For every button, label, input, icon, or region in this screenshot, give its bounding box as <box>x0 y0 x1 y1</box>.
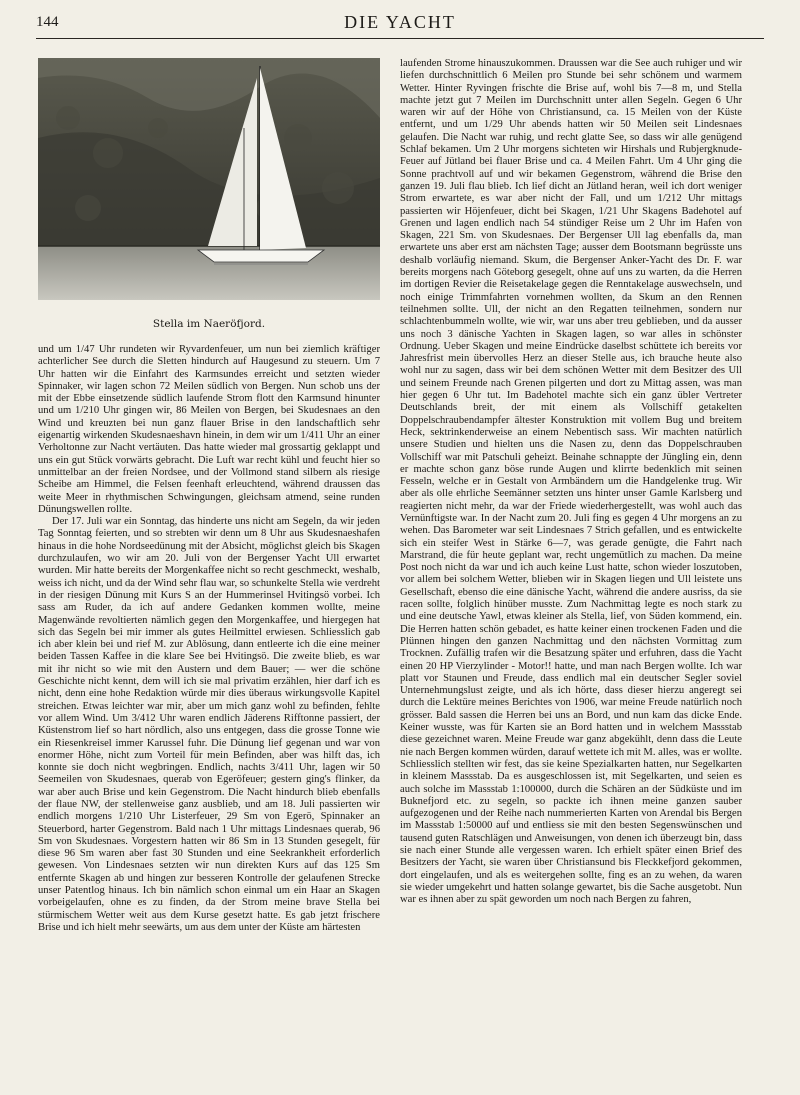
paragraph: und um 1/47 Uhr rundeten wir Ryvardenfeuer, um nun bei ziemlich kräftiger achterlicher See durch die Sletten hindurch auf Haugesund zu steuern. Um 7 Uhr hatten wir die Einfahrt des Karmsundes erreicht und setzten wieder Spinnaker, wir lagen schon 72 Meilen südlich von Bergen. Nun schob uns der mit der Ebbe einsetzende südlich laufende Strom flott den Karmsund hinunter und um 1/210 Uhr gingen wir, 86 Meilen von Bergen, bei Skudesnaes an den Wind und kreuzten bei nun ganz flauer Brise in den landschaftlich sehr eigenartig wirkenden Skudesnaeshavn hinein, in dem wir um 1/411 Uhr an einer Verholtonne zur Nacht vertäuten. Das hatte wieder mal grossartig geklappt und uns ein gut Stück vorwärts gebracht. Die Luft war recht kühl und feucht hier so unmittelbar an der freien Nordsee, und der Vollmond stand silbern als riesige Scheibe am Himmel, die Felsen feenhaft erleuchtend, während draussen das weite Meer in rhythmischen Schwingungen, gleichsam atmend, seine runden Dünungswellen rollte. <box>38 344 380 515</box>
running-title: DIE YACHT <box>344 12 456 32</box>
yacht-photo-illustration <box>38 58 380 300</box>
right-column <box>400 58 742 1084</box>
photo-sailing-yacht <box>38 58 380 300</box>
left-column <box>38 344 380 1084</box>
page-header <box>36 14 764 36</box>
paragraph: laufenden Strome hinauszukommen. Draussen war die See auch ruhiger und wir liefen durchschnittlich 6 Meilen pro Stunde bei sehr schönem und warmem Wetter. Hinter Ryvingen frischte die Brise auf, wohl bis 7—8 m, und Stella machte jetzt gut 7 Meilen im Durchschnitt unter allen Segeln. Gegen 6 Uhr waren wir auf der Höhe von Christiansund, ca. 15 Meilen von der Küste entfernt, und um 1/29 Uhr abends hatten wir 50 Meilen seit Lindesnaes gelaufen. Die Nacht war ruhig, und recht glatte See, so dass wir alle genügend Schlaf bekamen. Um 2 Uhr morgens sichteten wir Hirshals und Rubjergknude-Feuer auf Jütland bei flauer Brise und ca. 4 Meilen Fahrt. Um 4 Uhr ging die Sonne prachtvoll auf und wir bekamen Gegenstrom, während die Brise den ganzen 19. Juli flau blieb. Ich lief dicht an Jütland heran, weil ich dort weniger Strom erwartete, es war aber nicht der Fall, und um 1/212 Uhr mittags passierten wir Höjenfeuer, dicht bei Skagen, 1/21 Uhr Skagens Badehotel auf Grenen und lagen endlich nach 54 stündiger Reise um 2 Uhr im Hafen von Skagen, 221 Sm. von Skudesnaes. Der Bergenser Ull lag ebenfalls da, man erwartete uns aber erst am nächsten Tage; ausser dem Bootsmann begrüsste uns deshalb vorläufig niemand. Skum, die Bergenser Anker-Yacht des Dr. F. war bereits morgens nach Göteborg gesegelt, ohne auf uns zu warten, da die Herren im dortigen Revier die Reisetakelage gegen die Renntakelage auswechseln, und noch einige Trimmfahrten vornehmen wollten, da Skum an den Rennen teilnehmen sollte. Ull, der nicht an den Regatten teilnehmen, sondern nur schlachtenbummeln wollte, wie wir, war uns aber treu geblieben, und da ausser uns noch 3 dänische Yachten in Skagen lagen, so war alles in schönster Ordnung. Ueber Skagen und meine Eindrücke daselbst schüttete ich bereits vor Jahresfrist mein übervolles Herz an dieser Stelle aus, ich brauche heute also wohl nur zu sagen, dass wir bei dem schönen Wetter mit dem Besitzer des Ull und seinem Freunde nach Grenen pilgerten und dort zu Mittag assen, was man hier gegen 6 Uhr tut. Im Badehotel machte sich ein ganz übler Vertreter Deutschlands breit, der mit einem als Vollschiff getakelten Doppelschraubendampfer ältester Konstruktion mit vollem Bug und breitem Heck, sektrinkenderweise an einem Nebentisch sass. Wir machten natürlich unsere Studien und hielten uns die Nasen zu, denn das Doppelschrauben Vollschiff war mit Patschuli geheizt. Beinahe schnappte der Jüngling ein, denn er machte schon ganz böse runde Augen und klirrte bedenklich mit seinen Fesseln, welche er in Gestalt von Armbändern um die Handgelenke trug. Wir aber als olle ehrliche Seemänner setzten uns hinter unser Gamle Karlsberg und reagierten nicht mehr, da war der Friede wiederhergestellt, was wohl auch das Vernünftigste war. In der Nacht zum 20. Juli fing es gegen 4 Uhr morgens an zu wehen. Das Barometer war seit Lindesnaes 7 Strich gefallen, und es entwickelte sich ein steifer West in Stärke 6—7, was gerade genügte, die Fahrt nach Marstrand, die für heute geplant war, recht ungemütlich zu machen. Da meine Post noch nicht da war und ich auch keine Lust hatte, schon wieder loszutoben, vor allem bei solchem Wetter, blieben wir in Skagen liegen und Ull leistete uns Gesellschaft, ebenso die eine dänische Yacht, während die andere ausriss, da sie racen sollte, folglich hinüber musste. Zum Nachmittag legte es noch stark zu und eine deutsche Yawl, etwas kleiner als Stella, lief, von Süden kommend, ein. Die Herren hatten schön gebadet, es hatte keiner einen trockenen Faden und die Plünnen hingen den ganzen Nachmittag und den nächsten Vormittag zum Trocknen. Zufällig trafen wir die Besatzung später und erfuhren, dass die Yacht einen 20 HP Vierzylinder - Motor!! hatte, und man nach Bergen wollte. Ich war platt vor Staunen und Freude, dass endlich mal ein deutscher Segler soviel Unternehmungslust zeigte, und als ich hörte, dass dieser hierzu angeregt sei durch die Lektüre meines Berichtes von 1906, war meine Freude natürlich noch grösser. Bald sassen die Herren bei uns an Bord, und nun kam das dicke Ende. Keiner wusste, was für Karten sie an Bord hatten und in welchem Massstab diese gezeichnet waren. Meine Freude war ganz abgekühlt, denn dass die Leute nie nach Bergen kommen würden, darauf wettete ich mit M. alles, was er wollte. Schliesslich stellten wir fest, das sie keine Spezialkarten hatten, nur Segelkarten in kleinem Massstab. Da es ausgeschlossen ist, mit Segelkarten, und seien es auch solche im Massstab 1:100000, durch die Schären an der Südküste und im Buknefjord etc. zu segeln, so packte ich ihnen meine ganzen sauber aufgezogenen und der Reihe nach nummerierten Karten von Arendal bis Bergen im Massstab 1:50000 auf und entliess sie mit den besten Segenswünschen und tausend guten Ratschlägen und Anweisungen, von denen ich überzeugt bin, dass sie nach einer Stunde alle vergessen waren. Ich erhielt später einen Brief des Besitzers der Yacht, sie waren über Christiansund bis Fleckkefjord gekommen, dort eingelaufen, und als es weitergehen sollte, fing es an zu wehen, da waren sie wieder umgekehrt und hatten solange gewartet, bis die Sache ausgetobt. Nun war es ihnen aber zu spät geworden um noch nach Bergen zu fahren, <box>400 58 742 906</box>
paragraph: Der 17. Juli war ein Sonntag, das hinderte uns nicht am Segeln, da wir jeden Tag Sonntag feierten, und so strebten wir denn um 8 Uhr aus Skudesnaeshafen hinaus in die hohe Nordseedünung mit der Absicht, möglichst gleich bis Skagen durchzulaufen, wo wir am 20. Juli von der Bergenser Yacht Ull erwartet wurden. Mir hatte bereits der Morgenkaffee nicht so recht geschmeckt, weshalb, weiss ich nicht, und da der Wind sehr flau war, so schunkelte Stella wie verdreht in der riesigen Dünung mit Kurs S an der Hummerinsel Hvitingsö vorbei. Ich sass am Ruder, da ich auf andere Gedanken kommen wollte, meine Magenwände revoltierten nämlich gegen den Morgenkaffee, und hiergegen hat sich das Segeln bei mir immer als gutes Heilmittel erwiesen. Schliesslich gab ich aber klein bei und rief M. zur Ablösung, dann entleerte ich die eine meiner beiden Tassen Kaffee in die klare See bei Hvitingsö. Die zweite blieb, es war mit ihr nicht so wie mit den Austern und dem Bauer; — wer die schöne Geschichte nicht kennt, dem will ich sie mal privatim erzählen, hier darf ich es nicht, denn eine hohe Redaktion würde mir dies überaus wirkungsvolle Kapitel streichen. Etwas leichter war mir, aber um mich ganz wohl zu befinden, fehlte vor allem Wind. Um 3/412 Uhr waren endlich Jäderens Rifftonne passiert, der Küstenstrom lief so hart nördlich, also uns entgegen, dass die grosse Tonne wie ein Riesenkreisel immer Karussel fuhr. Die Dünung lief gegenan und war von enormer Höhe, nicht zum Vorteil für mein Befinden, aber was hilft das, ich konnte sie doch nicht wegbringen. Endlich, nachts 3/411 Uhr, lagen wir 50 Seemeilen von Skudesnaes, querab von Egeröfeuer; gestern ging's flinker, da war aber auch Brise und kein Gegenstrom. Die Nacht hindurch blieb ebenfalls der flaue NW, der stellenweise ganz ausblieb, und am 18. Juli passierten wir endlich morgens 1/210 Uhr Listerfeuer, 29 Sm von Egerö, Spinnaker an Steuerbord, harter Gegenstrom. Bald nach 1 Uhr mittags Lindesnaes querab, 96 Sm von Skudesnaes. Vorgestern hatten wir 86 Sm in 13 Stunden gesegelt, für diese 96 Sm waren aber fast 30 Stunden und eine Seekrankheit erforderlich gewesen. Von Lindesnaes setzten wir nun direkten Kurs auf das 125 Sm entfernte Skagen ab und hingen zur besseren Kontrolle der gelaufenen Strecke unser Patentlog hinaus. Ich bin nämlich schon einmal um ein Haar an Skagen vorbeigelaufen, ohne es zu finden, da der Strom meine brave Stella bei stürmischem Wetter weit aus dem Kurse gesetzt hatte. Es gab jetzt frischere Brise und ich hielt mehr seewärts, um aus dem unter der Küste am härtesten <box>38 516 380 933</box>
page-number: 144 <box>36 14 59 30</box>
figure-caption: Stella im Naeröfjord. <box>152 318 266 330</box>
header-rule <box>36 38 764 39</box>
